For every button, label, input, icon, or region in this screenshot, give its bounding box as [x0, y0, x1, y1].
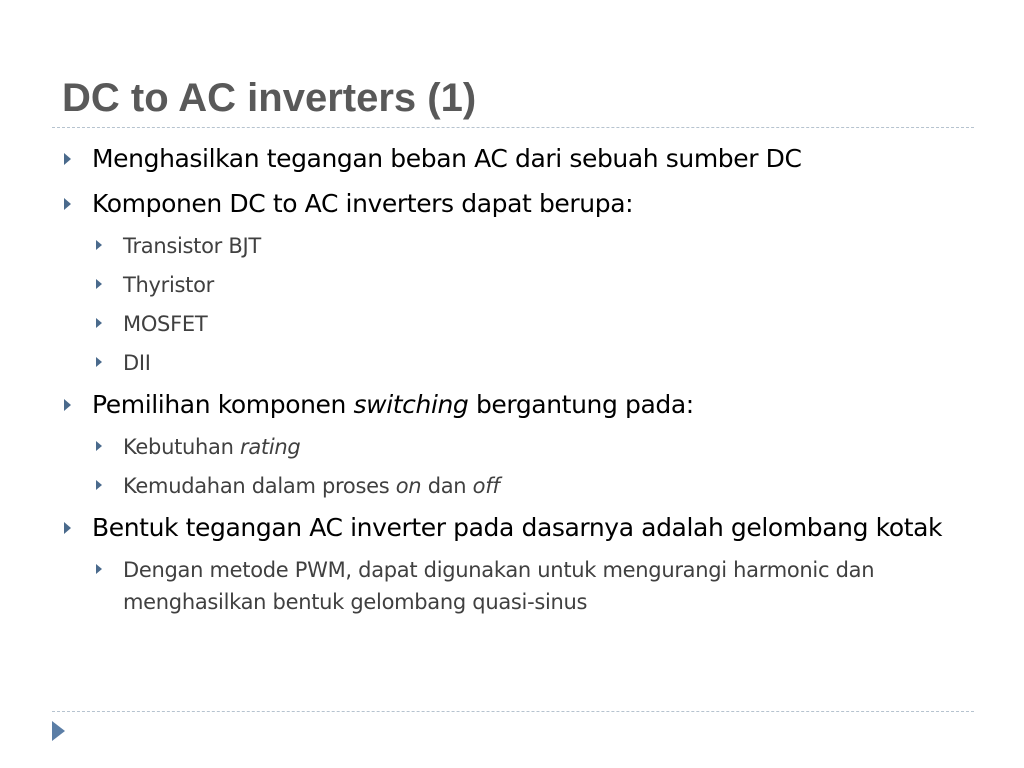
sub-bullet-text-pre: Kemudahan dalam proses	[123, 474, 396, 498]
slide-title: DC to AC inverters (1)	[62, 76, 477, 120]
bullet-item	[62, 185, 962, 222]
sub-bullet-text-mid: dan	[421, 474, 473, 498]
sub-bullet-text: DII	[123, 351, 151, 375]
footer-divider	[52, 711, 974, 712]
sub-bullet-item	[62, 269, 962, 301]
bullet-text: Komponen DC to AC inverters dapat berupa:	[92, 189, 634, 218]
bullet-arrow-icon	[64, 399, 71, 411]
bullet-text-post: bergantung pada:	[468, 390, 694, 419]
sub-bullet-item	[62, 431, 962, 463]
sub-bullet-item	[62, 308, 962, 340]
sub-bullet-arrow-icon	[96, 279, 102, 289]
sub-bullet-arrow-icon	[96, 318, 102, 328]
sub-bullet-text: MOSFET	[123, 312, 208, 336]
sub-bullet-text-emphasis: rating	[240, 435, 301, 459]
bullet-text-emphasis: switching	[353, 390, 469, 419]
bullet-text: Menghasilkan tegangan beban AC dari sebuah sumber DC	[92, 144, 802, 173]
sub-bullet-arrow-icon	[96, 357, 102, 367]
sub-bullet-text: Transistor BJT	[123, 234, 261, 258]
bullet-text: Bentuk tegangan AC inverter pada dasarnya adalah gelombang kotak	[92, 513, 943, 542]
sub-bullet-item	[62, 230, 962, 262]
sub-bullet-text: Dengan metode PWM, dapat digunakan untuk mengurangi harmonic dan menghasilkan bentuk gelombang quasi-sinus	[123, 558, 875, 614]
title-divider	[52, 127, 974, 128]
sub-bullet-item	[62, 554, 962, 618]
sub-bullet-arrow-icon	[96, 564, 102, 574]
sub-bullet-arrow-icon	[96, 480, 102, 490]
sub-bullet-text-emphasis: on	[395, 474, 422, 498]
footer-arrow-icon	[52, 721, 65, 741]
sub-bullet-item	[62, 347, 962, 379]
bullet-arrow-icon	[64, 522, 71, 534]
sub-bullet-text-pre: Kebutuhan	[123, 435, 240, 459]
bullet-arrow-icon	[64, 153, 71, 165]
bullet-item	[62, 509, 962, 546]
sub-bullet-arrow-icon	[96, 240, 102, 250]
sub-bullet-text-emphasis: off	[472, 474, 500, 498]
bullet-arrow-icon	[64, 198, 71, 210]
sub-bullet-item	[62, 470, 962, 502]
bullet-item	[62, 386, 962, 423]
sub-bullet-text: Thyristor	[123, 273, 214, 297]
slide-content	[62, 140, 962, 625]
bullet-item	[62, 140, 962, 177]
bullet-text-pre: Pemilihan komponen	[92, 390, 354, 419]
sub-bullet-arrow-icon	[96, 441, 102, 451]
